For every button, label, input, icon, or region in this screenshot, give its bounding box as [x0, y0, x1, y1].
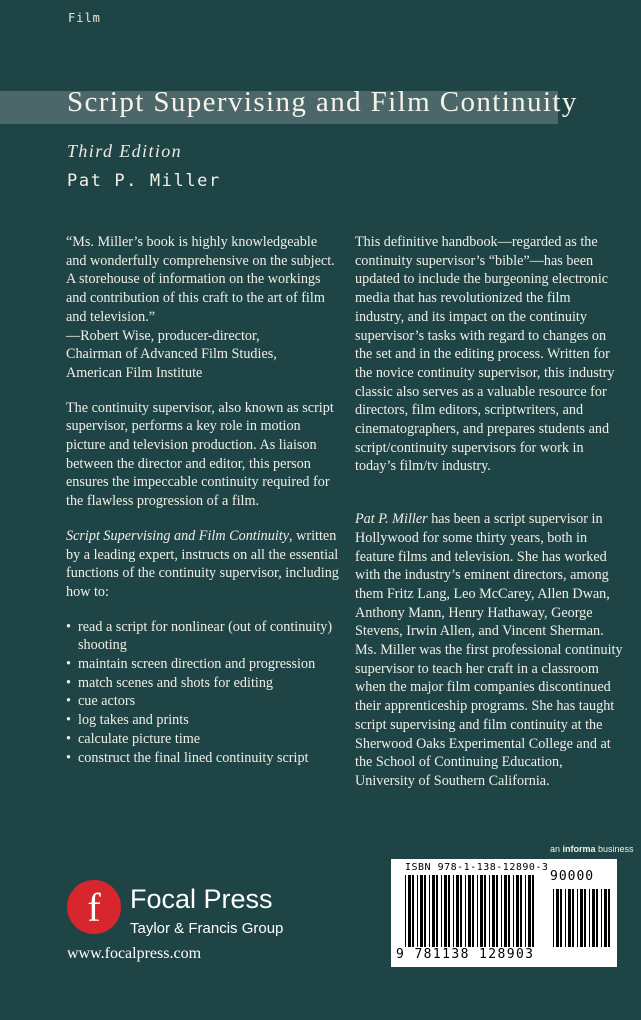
barcode-bar	[501, 875, 502, 947]
review-quote	[66, 233, 341, 383]
barcode-bar	[592, 889, 595, 947]
edition-label: Third Edition	[67, 141, 183, 161]
quote-attribution-1: —Robert Wise, producer-director,	[66, 327, 260, 344]
barcode-bar	[516, 875, 519, 947]
barcode-bar	[441, 875, 442, 947]
barcode-bar	[489, 875, 490, 947]
barcode-bar	[408, 875, 411, 947]
barcode-bar	[472, 875, 474, 947]
quote-attribution-2: Chairman of Advanced Film Studies,	[66, 346, 277, 363]
list-item: • log takes and prints	[66, 711, 341, 730]
ean-digits: 9 781138 128903	[396, 947, 535, 962]
barcode-box	[391, 859, 617, 967]
barcode-bar	[448, 875, 450, 947]
list-item: • match scenes and shots for editing	[66, 674, 341, 693]
intro-paragraph: The continuity supervisor, also known as script supervisor, performs a key role in motion picture and television production. As liaison between the director and editor, this person ensures the impeccable continuity required for the flawless progression of a film.	[66, 399, 334, 510]
focal-press-logo-icon	[67, 880, 121, 934]
barcode-bar	[417, 875, 418, 947]
barcode-bar	[577, 889, 578, 947]
book-title: Script Supervising and Film Continuity	[67, 86, 578, 118]
barcode-bar	[601, 889, 602, 947]
category-label: Film	[68, 11, 101, 25]
bio-text: has been a script supervisor in Hollywood for some thirty years, both in feature films and television. She has worked with the industry’s eminent directors, among them Fritz Lang, Leo McCarey, Allen Dwan, Anthony Mann, Henry Hathaway, George Stevens, Irwin Allen, and Vincent Sherman. Ms. Miller was the first professional continuity supervisor to teach her craft in a classroom when the major film companies discontinued their apprenticeship programs. She has taught script supervising and film continuity at the Sherwood Oaks Experimental College and at the School of Continuing Education, University of Southern California.	[355, 511, 623, 789]
barcode-bar	[453, 875, 454, 947]
author-bio	[355, 510, 623, 791]
book-summary-paragraph	[66, 527, 341, 602]
quote-attribution-3: American Film Institute	[66, 364, 203, 381]
barcode-bar	[444, 875, 447, 947]
logo-letter: f	[87, 885, 101, 930]
barcode-bar	[604, 889, 607, 947]
barcode-bar	[568, 889, 571, 947]
bio-author-name: Pat P. Miller	[355, 511, 428, 528]
barcode-bar	[532, 875, 534, 947]
price-code: 90000	[550, 869, 595, 884]
barcode-bar	[436, 875, 438, 947]
informa-brand: informa	[562, 844, 596, 854]
barcode-bar	[580, 889, 583, 947]
publisher-url[interactable]: www.focalpress.com	[67, 945, 202, 962]
barcode-bar	[496, 875, 498, 947]
quote-text: “Ms. Miller’s book is highly knowledgeable and wonderfully comprehensive on the subject. A storehouse of information on the workings and contribution of this craft to the art of film and television.”	[66, 234, 335, 325]
barcode-bar	[492, 875, 495, 947]
barcode-bar	[608, 889, 610, 947]
isbn-label: ISBN 978-1-138-12890-3	[405, 862, 549, 873]
barcode-bar	[477, 875, 478, 947]
barcode-bar	[565, 889, 566, 947]
barcode-bar	[432, 875, 435, 947]
barcode-bar	[465, 875, 466, 947]
right-column	[355, 233, 623, 791]
description-paragraph: This definitive handbook—regarded as the continuity supervisor’s “bible”—has been updated to include the burgeoning electronic media that has revolutionized the film industry, and its impact on the continuity supervisor’s tasks with regard to changes on the set and in the editing process. Written for the novice continuity supervisor, this industry classic also serves as a valuable resource for directors, film editors, scriptwriters, and cinematographers, and prepares students and script/continuity supervisors for work in today’s film/tv industry.	[355, 234, 615, 475]
barcode-bar	[589, 889, 590, 947]
barcode-bar	[420, 875, 423, 947]
barcode-bar	[412, 875, 414, 947]
barcode-bar	[456, 875, 459, 947]
list-item: • maintain screen direction and progression	[66, 655, 341, 674]
author-name: Pat P. Miller	[67, 171, 221, 191]
informa-prefix: an	[550, 844, 563, 854]
list-item: • calculate picture time	[66, 730, 341, 749]
informa-tagline	[550, 844, 634, 854]
barcode-bar	[424, 875, 426, 947]
barcode-bar	[553, 889, 554, 947]
barcode-bar	[560, 889, 562, 947]
skills-list	[66, 618, 341, 768]
publisher-group: Taylor & Francis Group	[130, 920, 284, 937]
barcode-bar	[429, 875, 430, 947]
barcode-bar	[572, 889, 574, 947]
barcode-bar	[468, 875, 471, 947]
left-column	[66, 233, 341, 767]
barcode-bar	[596, 889, 598, 947]
barcode-bar	[520, 875, 522, 947]
informa-suffix: business	[595, 844, 634, 854]
barcode-bar	[480, 875, 483, 947]
barcode-bar	[525, 875, 526, 947]
list-item: • cue actors	[66, 692, 341, 711]
book-desc: , written by a leading expert, instructs on all the essential functions of the continuity supervisor, including how to:	[66, 527, 339, 600]
list-item: • construct the final lined continuity script	[66, 749, 341, 768]
barcode-bar	[528, 875, 531, 947]
book-title-italic: Script Supervising and Film Continuity	[66, 527, 290, 544]
barcode-bar	[460, 875, 462, 947]
publisher-name: Focal Press	[130, 884, 273, 914]
barcode-bar	[513, 875, 514, 947]
barcode-bar	[504, 875, 507, 947]
barcode-bar	[508, 875, 510, 947]
barcode-bar	[484, 875, 486, 947]
barcode-bar	[584, 889, 586, 947]
barcode-bar	[556, 889, 559, 947]
barcode-bar	[405, 875, 406, 947]
list-item: • read a script for nonlinear (out of continuity) shooting	[66, 618, 341, 655]
